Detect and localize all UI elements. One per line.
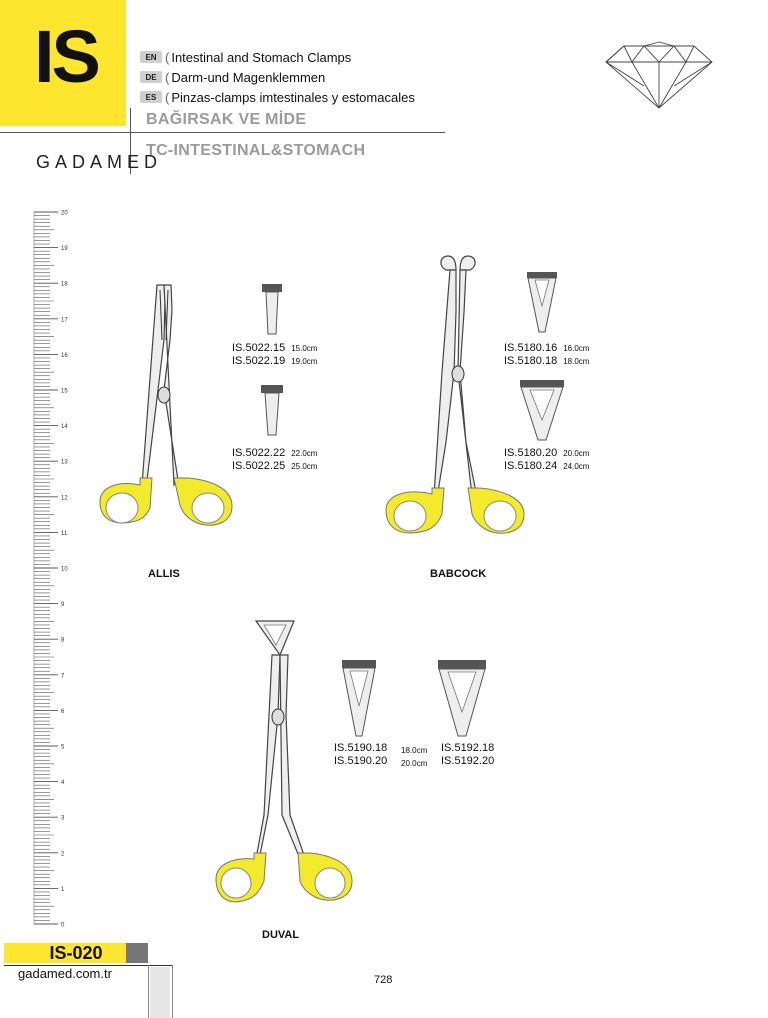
product-size: 20.0cm (563, 449, 590, 458)
duval-codes-left (334, 742, 387, 768)
lang-tag-de: DE (140, 71, 162, 83)
allis-label: ALLIS (148, 568, 180, 580)
page-number: 728 (374, 974, 393, 986)
duval-tip-icon (340, 660, 378, 738)
duval-sizes (401, 744, 427, 770)
ruler-label: 8 (61, 637, 65, 644)
duval-codes-right (441, 742, 494, 768)
product-size: 25.0cm (291, 462, 318, 471)
product-size: 20.0cm (401, 759, 428, 768)
product-code: IS.5022.25 (232, 460, 286, 472)
diamond-icon (604, 40, 714, 110)
allis-clamp-image (92, 280, 242, 555)
babcock-clamp-image (380, 252, 530, 557)
footer-divider-2 (172, 965, 173, 1018)
ruler-label: 11 (61, 530, 68, 537)
ruler-label: 6 (61, 708, 65, 715)
ruler-label: 19 (61, 246, 68, 253)
product-size: 22.0cm (291, 449, 318, 458)
lang-text-es: Pinzas-clamps imtestinales y estomacales (171, 89, 415, 105)
product-size: 18.0cm (401, 746, 428, 755)
ruler-label: 7 (61, 673, 65, 680)
allis-codes-1 (232, 342, 317, 368)
lang-row-en: EN ( Intestinal and Stomach Clamps (140, 49, 351, 65)
ruler-label: 4 (61, 780, 65, 787)
product-code: IS.5180.16 (504, 342, 558, 354)
allis-tip-wide-icon (260, 385, 284, 437)
ruler-label: 1 (61, 886, 65, 893)
brand-logo: GADAMED (36, 152, 163, 172)
lang-tag-en: EN (140, 51, 162, 63)
ruler-label: 3 (61, 815, 65, 822)
ruler-label: 17 (61, 317, 68, 324)
page-code: IS-020 (4, 943, 148, 963)
babcock-codes-2 (504, 447, 589, 473)
ruler-label: 16 (61, 352, 68, 359)
product-code: IS.5190.20 (334, 755, 388, 767)
lang-text-en: Intestinal and Stomach Clamps (171, 49, 352, 65)
footer-divider-1 (148, 965, 149, 1018)
product-code: IS.5180.20 (504, 447, 558, 459)
ruler-label: 2 (61, 851, 65, 858)
website-link[interactable]: gadamed.com.tr (18, 966, 112, 981)
lang-tag-es: ES (140, 91, 162, 103)
header-rule (0, 132, 445, 133)
ruler-label: 14 (61, 424, 68, 431)
babcock-codes-1 (504, 342, 589, 368)
ruler-label: 5 (61, 744, 65, 751)
babcock-tip-wide-icon (518, 380, 566, 442)
ruler-label: 15 (61, 388, 68, 395)
product-size: 19.0cm (291, 357, 318, 366)
product-code: IS.5192.20 (441, 755, 495, 767)
ruler-label: 0 (61, 922, 65, 929)
ruler-label: 12 (61, 495, 68, 502)
footer-shade (150, 967, 170, 1018)
product-size: 18.0cm (563, 357, 590, 366)
duval-tip-wide-icon (436, 660, 488, 738)
product-code: IS.5190.18 (334, 742, 388, 754)
lang-row-de: DE ( Darm-und Magenklemmen (140, 69, 325, 85)
product-size: 16.0cm (563, 344, 590, 353)
ruler-label: 13 (61, 459, 68, 466)
section-code: IS (34, 15, 98, 98)
product-size: 24.0cm (563, 462, 590, 471)
product-code: IS.5022.22 (232, 447, 286, 459)
babcock-label: BABCOCK (430, 568, 487, 580)
ruler-label: 10 (61, 566, 68, 573)
title-english: TC-INTESTINAL&STOMACH (146, 142, 366, 159)
lang-text-de: Darm-und Magenklemmen (171, 69, 326, 85)
product-code: IS.5180.24 (504, 460, 558, 472)
babcock-tip-icon (525, 272, 559, 334)
duval-label: DUVAL (262, 929, 300, 941)
ruler-label: 9 (61, 602, 65, 609)
product-code: IS.5192.18 (441, 742, 495, 754)
allis-tip-icon (260, 284, 284, 336)
product-code: IS.5022.15 (232, 342, 286, 354)
product-code: IS.5180.18 (504, 355, 558, 367)
ruler-label: 18 (61, 281, 68, 288)
product-size: 15.0cm (291, 344, 318, 353)
allis-codes-2 (232, 447, 317, 473)
footer-gray-block (126, 943, 148, 963)
product-code: IS.5022.19 (232, 355, 286, 367)
lang-row-es: ES ( Pinzas-clamps imtestinales y estomacales (140, 89, 415, 105)
ruler (30, 205, 74, 935)
ruler-label: 20 (61, 210, 68, 217)
title-turkish: BAĞIRSAK VE MİDE (146, 111, 307, 128)
